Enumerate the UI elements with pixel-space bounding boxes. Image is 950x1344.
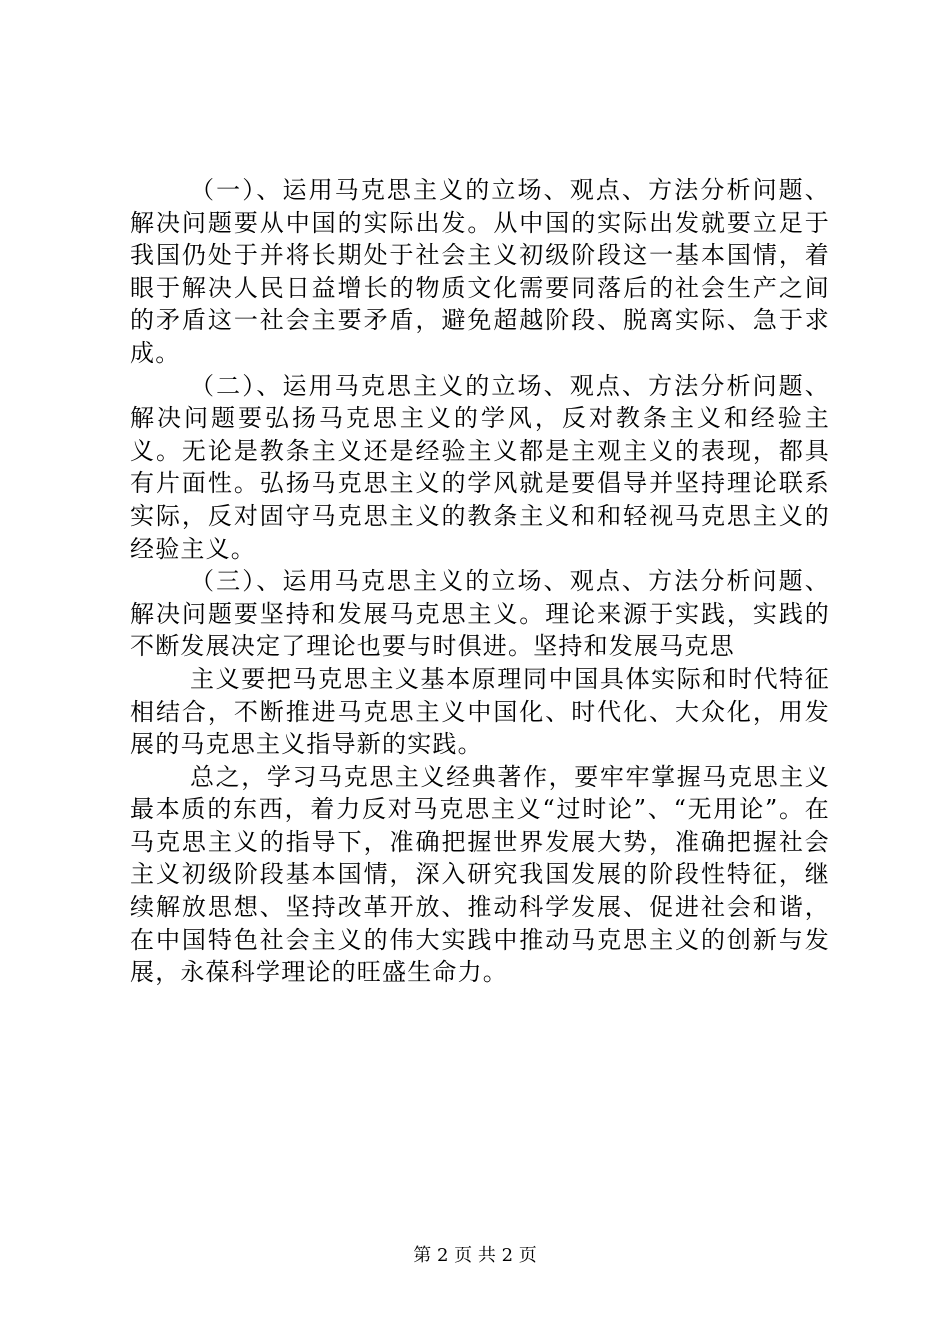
page-footer: 第 2 页 共 2 页 [413,1245,537,1266]
paragraph-two: （二）、运用马克思主义的立场、观点、方法分析问题、解决问题要弘扬马克思主义的学风，反对教条主义和经验主义。无论是教条主义还是经验主义都是主观主义的表现，都具有片面性。弘扬马克思主义的学风就是要倡导并坚持理论联系实际，反对固守马克思主义的教条主义和和轻视马克思主义的经验主义。 [130,371,830,563]
paragraph-three: （三）、运用马克思主义的立场、观点、方法分析问题、解决问题要坚持和发展马克思主义。理论来源于实践，实践的不断发展决定了理论也要与时俱进。坚持和发展马克思 [130,567,830,661]
paragraph-conclusion: 总之，学习马克思主义经典著作，要牢牢掌握马克思主义最本质的东西，着力反对马克思主义“过时论”、“无用论”。在马克思主义的指导下，准确把握世界发展大势，准确把握社会主义初级阶段基本国情，深入研究我国发展的阶段性特征，继续解放思想、坚持改革开放、推动科学发展、促进社会和谐，在中国特色社会主义的伟大实践中推动马克思主义的创新与发展，永葆科学理论的旺盛生命力。 [130,762,830,987]
paragraph-three-continued: 主义要把马克思主义基本原理同中国具体实际和时代特征相结合，不断推进马克思主义中国化、时代化、大众化，用发展的马克思主义指导新的实践。 [130,664,830,759]
paragraph-one: （一）、运用马克思主义的立场、观点、方法分析问题、解决问题要从中国的实际出发。从中国的实际出发就要立足于我国仍处于并将长期处于社会主义初级阶段这一基本国情，着眼于解决人民日益增长的物质文化需要同落后的社会生产之间的矛盾这一社会主要矛盾，避免超越阶段、脱离实际、急于求成。 [130,176,830,367]
body-text [130,174,830,989]
